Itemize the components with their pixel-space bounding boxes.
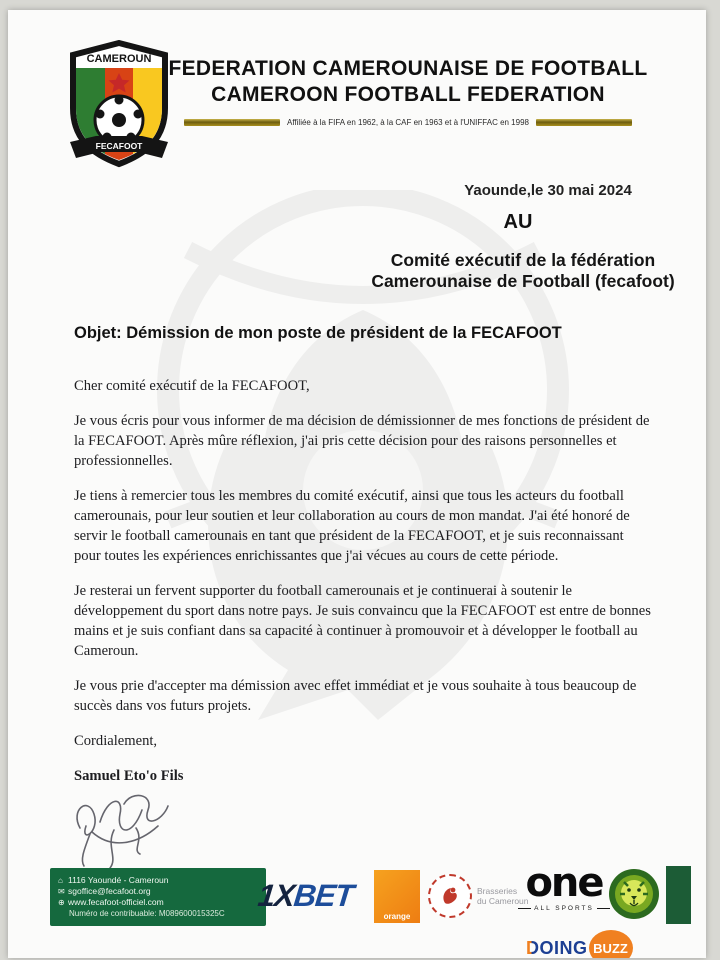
paragraph-4: Je vous prie d'accepter ma démission avec effet immédiat et je vous souhaite à tous beaucoup de succès dans vos futurs projets. <box>74 678 637 714</box>
doingbuzz-buzz-badge: BUZZ <box>589 930 633 958</box>
website-text: www.fecafoot-officiel.com <box>68 897 164 907</box>
onexbet-logo <box>256 878 355 914</box>
recipient-line-1: Comité exécutif de la fédération <box>390 250 656 270</box>
affiliation-text: Affiliée à la FIFA en 1962, à la CAF en 1963 et à l'UNIFFAC en 1998 <box>287 118 529 127</box>
doingbuzz-watermark <box>526 930 633 958</box>
crest-banner-text: FECAFOOT <box>95 141 143 151</box>
one-all-sports-logo <box>518 860 610 912</box>
onexbet-logo-bet: BET <box>292 878 355 913</box>
address-text: 1116 Yaoundé - Cameroun <box>68 875 169 885</box>
greeting: Cher comité exécutif de la FECAFOOT, <box>74 378 310 394</box>
fecafoot-crest-icon <box>66 40 172 168</box>
brasseries-line-1: Brasseries <box>477 886 518 896</box>
address-icon: ⌂ <box>58 876 63 885</box>
contact-info-box <box>50 868 266 926</box>
federation-title-fr: FEDERATION CAMEROUNAISE DE FOOTBALL <box>168 57 648 80</box>
green-banner-fragment <box>666 866 691 924</box>
doingbuzz-d-letter: D <box>526 937 540 958</box>
address-to: AU <box>503 211 533 233</box>
gold-separator-bar-left <box>184 119 280 126</box>
paragraph-3: Je resterai un fervent supporter du football camerounais et je continuerai à soutenir le développement du sport dans notre pays. Je suis convaincu que la FECAFOOT est entre de bonnes mains et je suis confiant dans sa capacité à continuer à promouvoir et à développer le football au Cameroun. <box>74 583 651 659</box>
doingbuzz-doing-text <box>526 938 588 959</box>
brasseries-du-cameroun-logo <box>428 874 529 918</box>
recipient-line-2: Camerounaise de Football (fecafoot) <box>371 271 675 291</box>
brasseries-emblem-icon <box>428 874 472 918</box>
handwritten-signature-icon <box>66 788 196 870</box>
recipient-block <box>328 250 706 292</box>
paragraph-2: Je tiens à remercier tous les membres du comité exécutif, ainsi que tous les acteurs du football camerounais, pour leur soutien et leur collaboration au cours de mon mandat. J'ai été honoré de servir le football camerounais en tant que président de la FECAFOOT, et je suis reconnaissant pour toutes les expériences enrichissantes que j'ai vécues au cours de cette période. <box>74 488 630 564</box>
federation-title-en: CAMEROON FOOTBALL FEDERATION <box>211 83 605 106</box>
lion-head-logo-icon <box>608 868 660 920</box>
email-text: sgoffice@fecafoot.org <box>68 886 151 896</box>
mail-icon: ✉ <box>58 887 65 896</box>
affiliation-row <box>158 118 658 127</box>
orange-logo-label: orange <box>383 912 411 921</box>
closing-salutation: Cordialement, <box>74 733 158 749</box>
tax-number-text: Numéro de contribuable: M089600015325C <box>69 909 225 918</box>
one-all-sports-subtitle: ALL SPORTS <box>518 905 610 912</box>
paragraph-1: Je vous écris pour vous informer de ma décision de démissionner de mes fonctions de président de la FECAFOOT. Après mûre réflexion, j'ai pris cette décision pour des raisons personnelles et professionnelles. <box>74 413 650 469</box>
orange-telecom-logo <box>374 870 420 923</box>
svg-text:CAMEROUN: CAMEROUN <box>86 53 152 65</box>
brasseries-line-2: du Cameroun <box>477 896 529 906</box>
one-wordmark: one <box>525 860 603 906</box>
onexbet-logo-1x: 1X <box>256 878 296 913</box>
letter-page <box>8 10 706 958</box>
signatory-name: Samuel Eto'o Fils <box>74 768 184 784</box>
globe-icon: ⊕ <box>58 898 65 907</box>
subject-line: Objet: Démission de mon poste de président de la FECAFOOT <box>74 324 562 342</box>
letterhead-titles <box>158 56 658 127</box>
date-line: Yaounde,le 30 mai 2024 <box>464 182 632 199</box>
gold-separator-bar-right <box>536 119 632 126</box>
doingbuzz-oing-letters: OING <box>539 937 588 958</box>
letter-body <box>74 376 652 801</box>
